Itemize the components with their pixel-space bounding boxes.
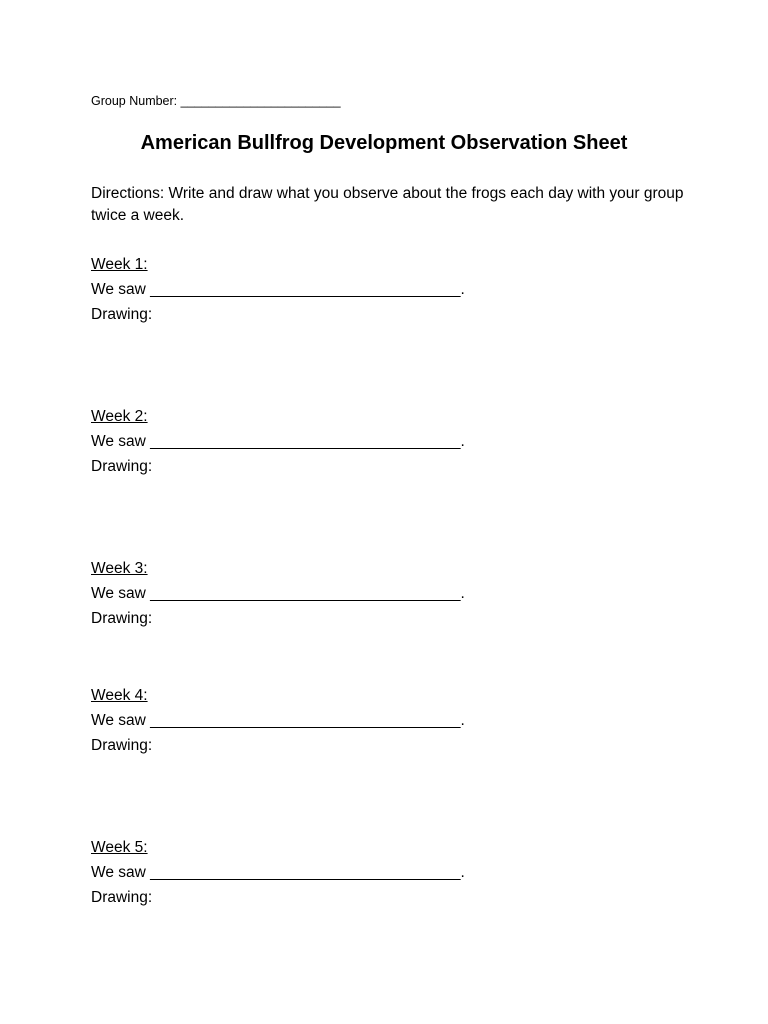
week-5-label: Week 5: — [91, 839, 148, 856]
group-number-line — [91, 94, 341, 108]
week-1-saw-line — [91, 277, 465, 302]
week-1-drawing-label: Drawing: — [91, 306, 153, 323]
week-2-saw-blank: ____________________________________. — [150, 433, 465, 450]
week-5-saw-line — [91, 860, 465, 885]
week-2-saw-line — [91, 429, 465, 454]
week-3-drawing-label: Drawing: — [91, 610, 153, 627]
week-3-saw-line — [91, 581, 465, 606]
week-1-saw-prefix: We saw — [91, 281, 146, 298]
group-number-label: Group Number: — [91, 94, 178, 108]
week-1-section — [91, 252, 465, 327]
week-2-drawing-label: Drawing: — [91, 458, 153, 475]
week-5-saw-blank: ____________________________________. — [150, 864, 465, 881]
group-number-blank: _______________________ — [180, 94, 341, 108]
week-4-saw-line — [91, 708, 465, 733]
week-5-drawing-label: Drawing: — [91, 889, 153, 906]
week-4-saw-blank: ____________________________________. — [150, 712, 465, 729]
week-4-drawing-label: Drawing: — [91, 737, 153, 754]
week-2-section — [91, 404, 465, 479]
week-3-saw-blank: ____________________________________. — [150, 585, 465, 602]
week-3-section — [91, 556, 465, 631]
week-5-section — [91, 835, 465, 910]
week-3-label: Week 3: — [91, 560, 148, 577]
week-4-label: Week 4: — [91, 687, 148, 704]
week-2-label: Week 2: — [91, 408, 148, 425]
directions-text: Directions: Write and draw what you observe about the frogs each day with your group twice a week. — [91, 185, 684, 224]
week-4-saw-prefix: We saw — [91, 712, 146, 729]
week-2-saw-prefix: We saw — [91, 433, 146, 450]
week-3-saw-prefix: We saw — [91, 585, 146, 602]
page-title: American Bullfrog Development Observation Sheet — [140, 132, 628, 154]
week-5-saw-prefix: We saw — [91, 864, 146, 881]
week-1-label: Week 1: — [91, 256, 148, 273]
week-1-saw-blank: ____________________________________. — [150, 281, 465, 298]
week-4-section — [91, 683, 465, 758]
